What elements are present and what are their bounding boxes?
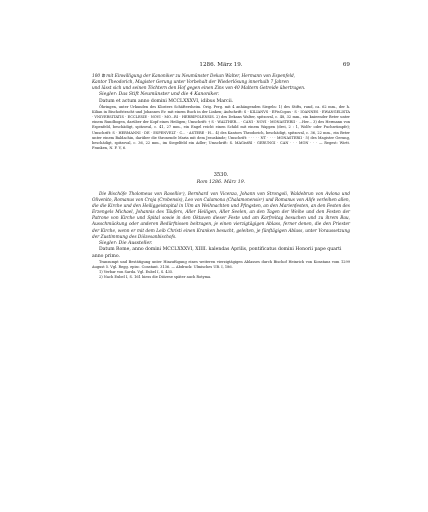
regest-line: und lässt sich und seinen Töchtern den Hof gegen einen Zins von 40 Maltern Getreide übertragen. <box>92 86 306 92</box>
document-number: 3530. <box>213 171 229 178</box>
source-note: Transumpt und Bestätigung unter Hinzufügung eines weiteren vierzigtägigen Ablasses durch Bischof Heinrich von Konstanz vom 1299 August 5. Vgl. Regg. episc. Constant. 3136. — Abdruck: Ulmisches UB. I, 186. <box>92 259 350 269</box>
sealer-line: Siegler: Die Aussteller. <box>99 240 153 246</box>
previous-document-end <box>92 74 350 151</box>
footnote: 1) Verbar von Sarda. Vgl. Eubel I, S. 435. <box>99 270 174 275</box>
datum-line: Datum et actum anno domini MCCLXXXVI, idibus Marcii. <box>99 98 234 104</box>
footnote: 2) Nach Eubel I, S. 161 hiess die Diözese später auch Rotyma. <box>99 275 212 280</box>
document-3530 <box>92 172 350 280</box>
page-number: 69 <box>342 62 350 68</box>
page-header <box>92 62 350 74</box>
datum-line: Datum Rome, anno domini MCCLXXXVI, XIIII. kalendas Aprilis, pontificatus domini Honorii pape quarti anno primo. <box>92 247 342 259</box>
archival-notes: Öhringen, unter Urkunden des Klosters Schäftersheim. Orig. Perg. mit 4 anhängenden Siegeln: 1) des Stifts, rund, ca. 62 mm., der h. Kilian in Bischofstracht und Johannes Ev. mit einem Buch in der Linken; Aufschrift: S · KILIANVS · EPisCopus · S · IOANNES · EWANGELISTA · VNIVERSITATIS · ECCLESIE · NOVI · MO...RI · HERBIPOLENSIS. 2) des Dekans Walter, spitzoval, c. 48, 32 mm., ein knieender Beter unter einem Rundbogen, darüber der Kopf eines Heiligen; Umschrift: † S · WALTHER... · CANI · NOVI · MONASTERII · ...Her... 3) des Hermann von Espenfeld, beschädigt, spitzoval, c. 41, 27 mm., ein Engel reicht einen Schild mit einem Wappen (drei, 2 : 1, Wolfs- oder Fuchsrümpfe); Umschrift: S · HERMANNI · DE · ESPENVELT · C... · ASTERE · H... 4) des Kantors Theodorich, beschädigt, spitzoval, c. 36, 22 mm., ein Beter unter einem Baldachin, darüber die thronende Maria mit dem Jesuskinde; Umschrift: · · · · · NT · · · · MONASTERII · 5) des Magister Gerung, beschädigt, spitzoval, c. 36, 22 mm., im Siegelfeld ein Adler; Umschrift: S. MAGistRI · GERUNGI · CAN · · · MON · · · — Regest: Wirtt. Franken, N. F. V, 6. <box>92 105 350 150</box>
document-summary: Die Bischöfe Tholomeus von Rasellio¹), Bernhard von Vicenza, Johann von Strongoli, Waldebrun von Avlona und Olivenito, Romanus von Croja (Crobensis), Leo von Calamona (Chalamonensis²) und Romanus von Alife verleihen allen, die die Kirche und den Heiliggeistspital in Ulm an Weihnachten und Pfingsten, an den Marienfesten, an den Festen des Erzengels Michael, Johannis des Täufers, Aller Heiligen, Aller Seelen, an den Tagen der Weihe und den Festen der Patrone von Kirche und Spital sowie in den Oktaven dieser Feste und am Karfreitag besuchen und zu ihrem Bau, Ausschmückung oder anderen Bedürfnissen beitragen, je einen vierzigtägigen Ablass, ferner denen, die den Priester der Kirche, wenn er mit dem Leib Christi einen Kranken besucht, geleiten, je fünftägigen Ablass, unter Voraussetzung der Zustimmung des Diözesanbischofs. <box>92 191 350 240</box>
sealer-line: Siegler: Das Stift Neumünster und die 4 Kanoniker. <box>99 92 220 98</box>
running-header: 1286. März 19. <box>199 62 243 68</box>
document-dateline: Rom 1286. März 19. <box>196 179 246 185</box>
regest-line: 100 ℔ mit Einwilligung der Kanoniker zu Neumünster Dekan Walter, Hermann von Espenfeld, <box>92 74 296 79</box>
document-page <box>92 62 350 280</box>
regest-line: Kantor Theodorich, Magister Gerung unter Vorbehalt der Wiederlösung innerhalb 7 Jahren <box>92 80 289 86</box>
